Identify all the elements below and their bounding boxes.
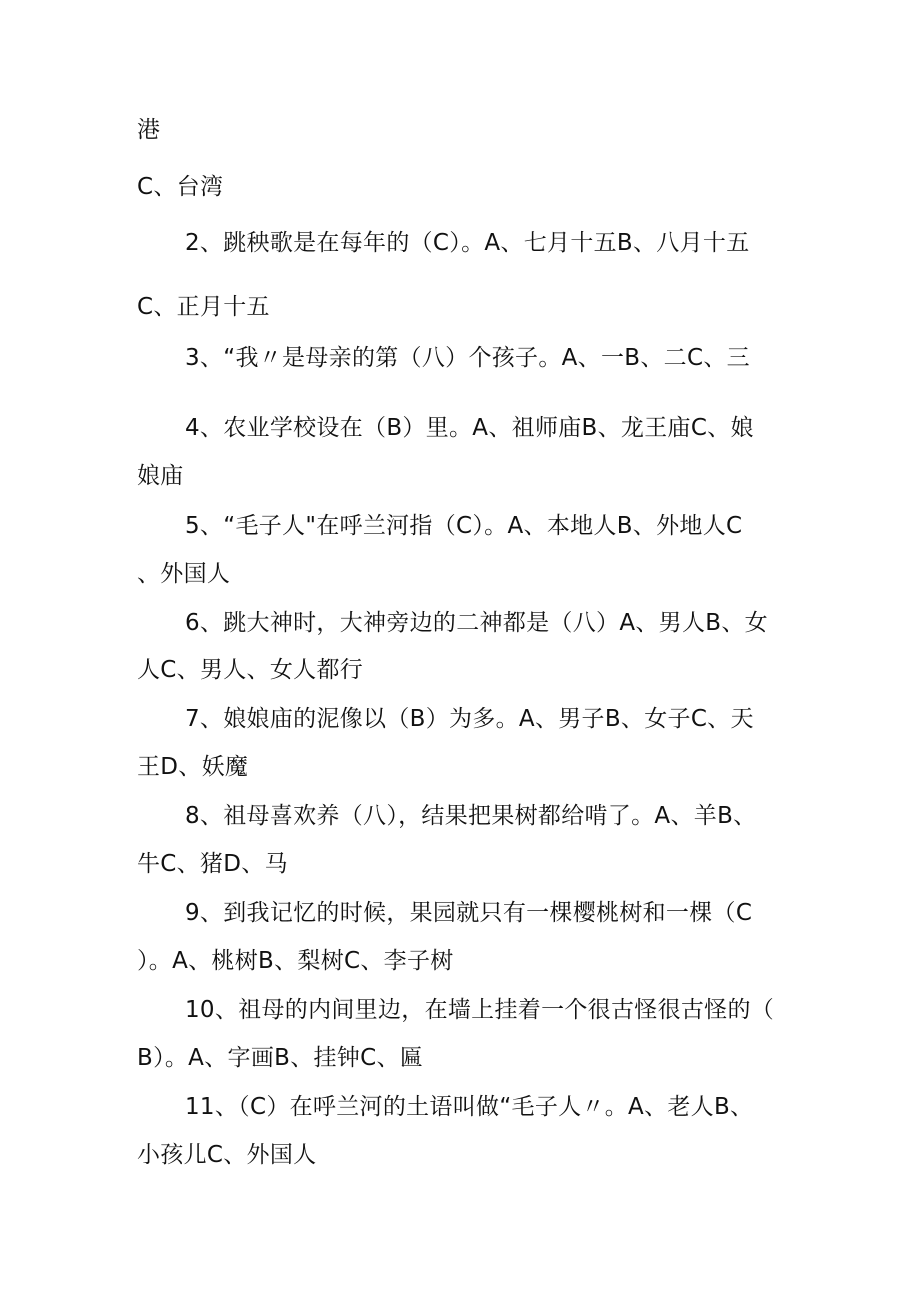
text-line: B）。A、字画B、挂钟C、匾	[137, 1045, 424, 1071]
text-line: 娘庙	[137, 463, 184, 489]
text-line: ）。A、桃树B、梨树C、李子树	[137, 948, 454, 974]
text-line: 港	[137, 117, 161, 143]
question-11: 11、（C）在呼兰河的土语叫做“毛子人〃。A、老人B、	[185, 1094, 754, 1120]
question-6: 6、跳大神时，大神旁边的二神都是（八）A、男人B、女	[185, 610, 768, 636]
text-line: 人C、男人、女人都行	[137, 657, 364, 683]
question-4: 4、农业学校设在（B）里。A、祖师庙B、龙王庙C、娘	[185, 415, 754, 441]
question-7: 7、娘娘庙的泥像以（B）为多。A、男子B、女子C、天	[185, 706, 754, 732]
question-3: 3、“我〃是母亲的第（八）个孩子。A、一B、二C、三	[185, 345, 750, 371]
question-2: 2、跳秧歌是在每年的（C）。A、七月十五B、八月十五	[185, 230, 750, 256]
question-9: 9、到我记忆的时候，果园就只有一棵樱桃树和一棵（C	[185, 900, 753, 926]
text-line: 王D、妖魔	[137, 754, 249, 780]
question-8: 8、祖母喜欢养（八），结果把果树都给啃了。A、羊B、	[185, 803, 757, 829]
question-10: 10、祖母的内间里边，在墙上挂着一个很古怪很古怪的（	[185, 997, 775, 1023]
question-5: 5、“毛子人"在呼兰河指（C）。A、本地人B、外地人C	[185, 513, 743, 539]
text-line: 、外国人	[137, 561, 231, 587]
text-line: 小孩儿C、外国人	[137, 1142, 317, 1168]
text-line: C、正月十五	[137, 294, 270, 320]
text-line: C、台湾	[137, 174, 224, 200]
text-line: 牛C、猪D、马	[137, 851, 288, 877]
